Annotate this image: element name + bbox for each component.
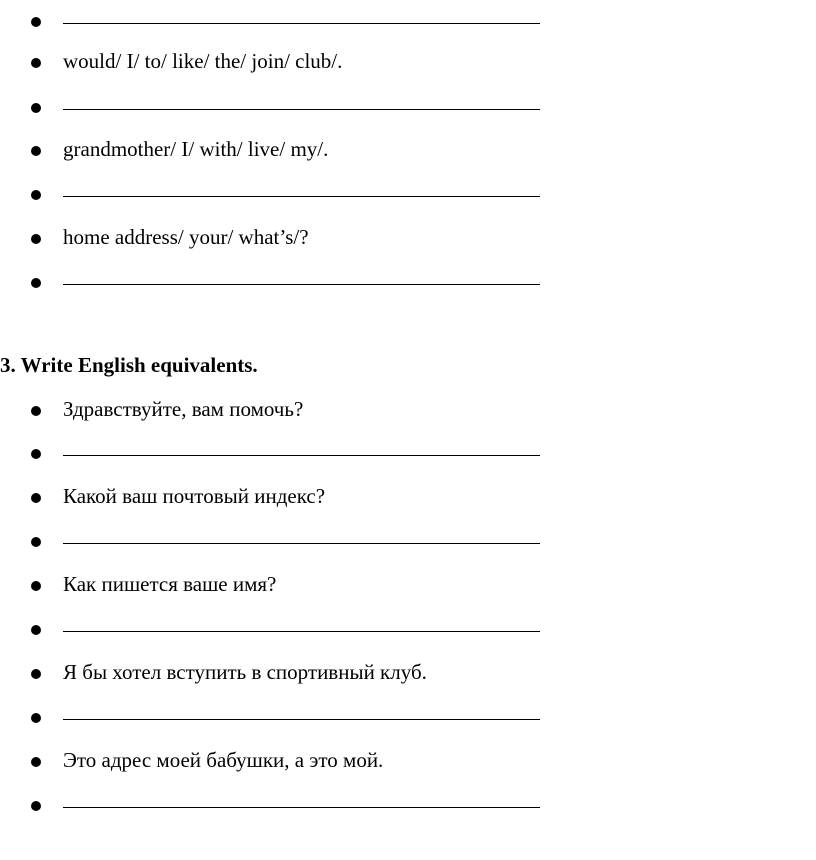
scrambled-sentence-item: [0, 135, 600, 163]
bullet-icon: [31, 146, 41, 156]
russian-sentence-text: Как пишется ваше имя?: [63, 572, 277, 596]
scrambled-sentence-text: grandmother/ I/ with/ live/ my/.: [63, 137, 329, 161]
answer-blank-line[interactable]: [63, 23, 540, 24]
russian-sentence-item: [0, 482, 600, 510]
bullet-icon: [31, 537, 41, 547]
bullet-icon: [31, 581, 41, 591]
bullet-icon: [31, 669, 41, 679]
scrambled-sentence-text: would/ I/ to/ like/ the/ join/ club/.: [63, 49, 343, 73]
exercise-heading: 3. Write English equivalents.: [0, 353, 258, 377]
answer-line-item: [0, 92, 600, 120]
scrambled-sentence-item: [0, 223, 600, 251]
bullet-icon: [31, 17, 41, 27]
russian-sentence-text: Я бы хотел вступить в спортивный клуб.: [63, 660, 427, 684]
answer-line-item: [0, 6, 600, 34]
answer-blank-line[interactable]: [63, 631, 540, 632]
scrambled-sentence-text: home address/ your/ what’s/?: [63, 225, 309, 249]
answer-line-item: [0, 179, 600, 207]
russian-sentence-item: [0, 746, 600, 774]
russian-sentence-item: [0, 395, 600, 423]
answer-blank-line[interactable]: [63, 196, 540, 197]
scrambled-sentence-item: [0, 47, 600, 75]
bullet-icon: [31, 58, 41, 68]
bullet-icon: [31, 406, 41, 416]
russian-sentence-item: [0, 658, 600, 686]
bullet-icon: [31, 449, 41, 459]
answer-blank-line[interactable]: [63, 284, 540, 285]
bullet-icon: [31, 625, 41, 635]
answer-blank-line[interactable]: [63, 455, 540, 456]
russian-sentence-text: Здравствуйте, вам помочь?: [63, 397, 304, 421]
answer-blank-line[interactable]: [63, 807, 540, 808]
bullet-icon: [31, 103, 41, 113]
bullet-icon: [31, 713, 41, 723]
bullet-icon: [31, 278, 41, 288]
answer-blank-line[interactable]: [63, 109, 540, 110]
answer-blank-line[interactable]: [63, 543, 540, 544]
russian-sentence-item: [0, 570, 600, 598]
bullet-icon: [31, 757, 41, 767]
answer-line-item: [0, 526, 600, 554]
russian-sentence-text: Это адрес моей бабушки, а это мой.: [63, 748, 384, 772]
answer-line-item: [0, 702, 600, 730]
bullet-icon: [31, 801, 41, 811]
answer-line-item: [0, 790, 600, 818]
answer-line-item: [0, 267, 600, 295]
answer-line-item: [0, 438, 600, 466]
russian-sentence-text: Какой ваш почтовый индекс?: [63, 484, 326, 508]
answer-line-item: [0, 614, 600, 642]
bullet-icon: [31, 234, 41, 244]
answer-blank-line[interactable]: [63, 719, 540, 720]
bullet-icon: [31, 493, 41, 503]
bullet-icon: [31, 190, 41, 200]
